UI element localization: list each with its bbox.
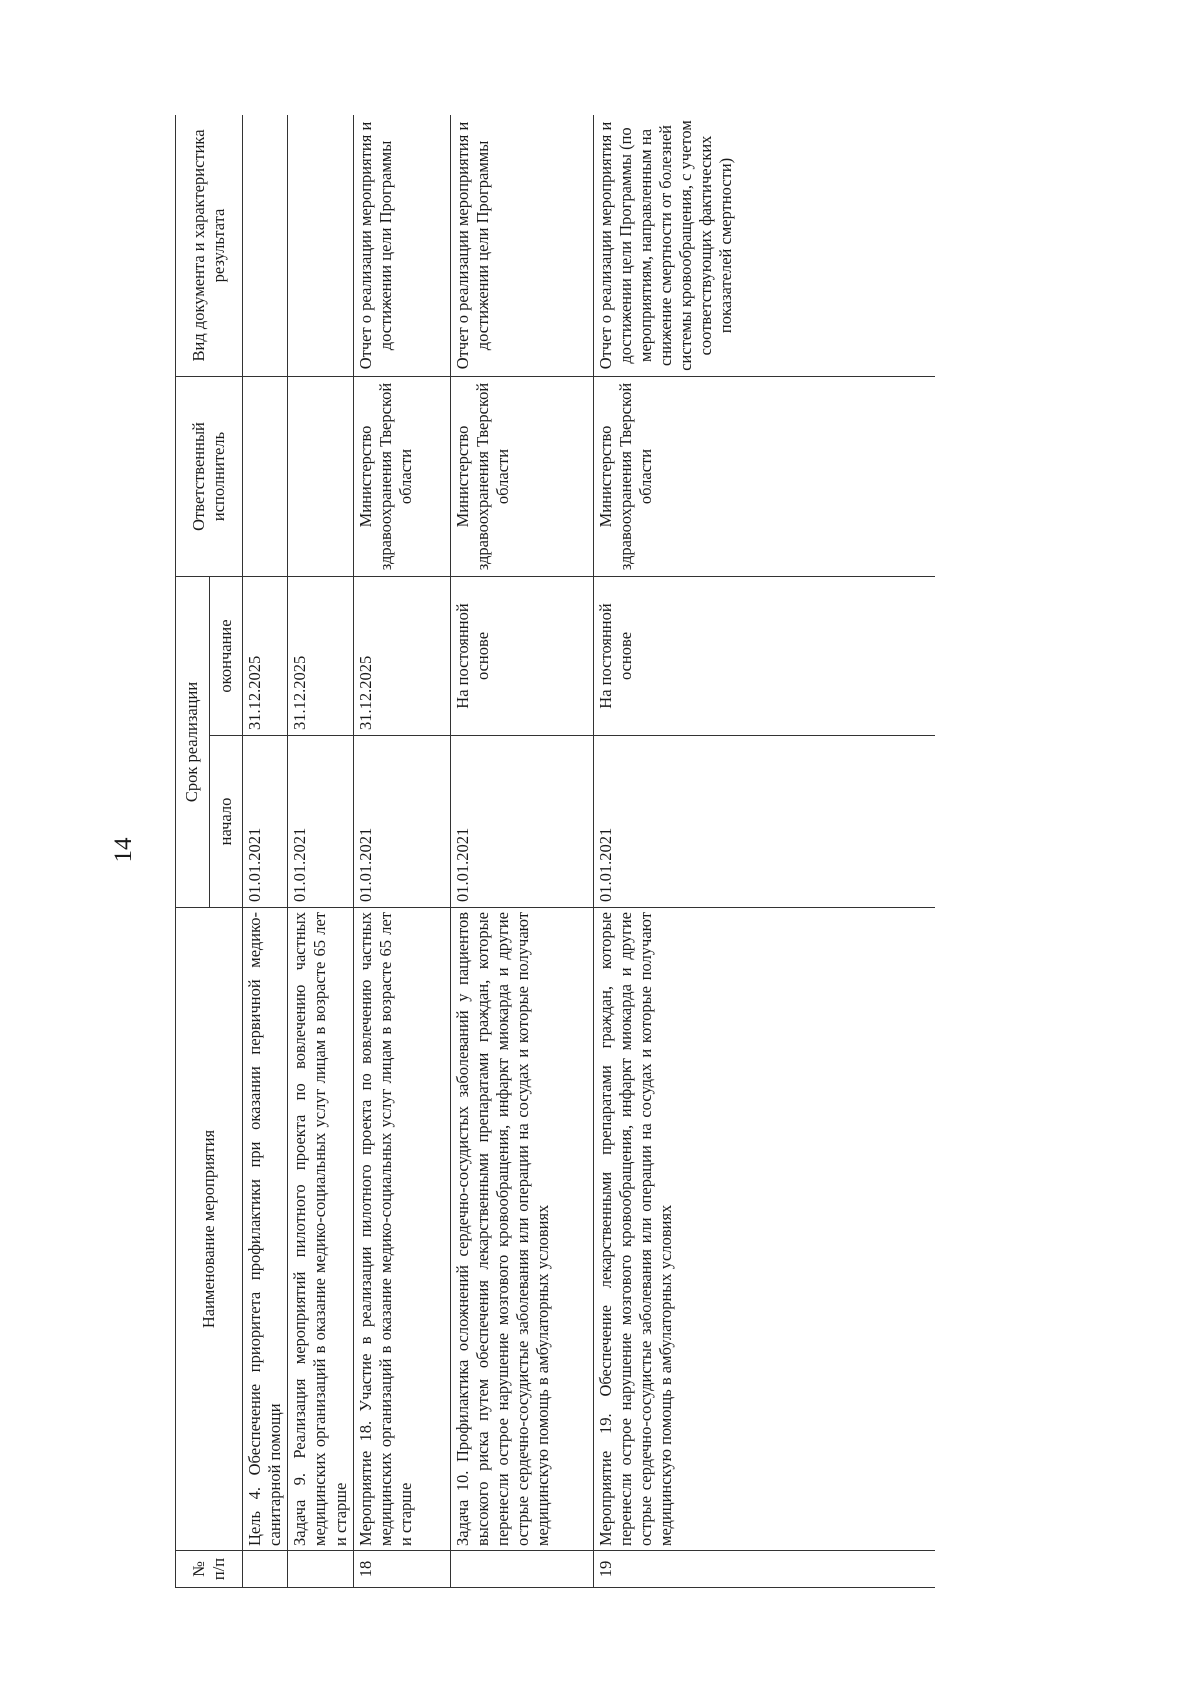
table-row [288, 115, 353, 1588]
row-num [288, 1551, 353, 1588]
header-num: № п/п [176, 1551, 243, 1588]
header-name: Наименование мероприятия [176, 908, 243, 1551]
row-start: 01.01.2021 [288, 736, 353, 908]
table-row [243, 115, 288, 1588]
row-responsible: Министерство здравоохранения Тверской области [593, 376, 935, 576]
row-num [450, 1551, 593, 1588]
row-num: 19 [593, 1551, 935, 1588]
row-responsible [288, 376, 353, 576]
row-end: 31.12.2025 [288, 576, 353, 735]
row-num: 18 [353, 1551, 450, 1588]
header-responsible: Ответственный исполнитель [176, 376, 243, 576]
header-start: начало [210, 736, 243, 908]
rotated-table-frame [175, 115, 935, 1588]
row-doc [243, 115, 288, 376]
table-row [450, 115, 593, 1588]
row-responsible: Министерство здравоохранения Тверской области [450, 376, 593, 576]
header-doc: Вид документа и характеристика результата [176, 115, 243, 376]
row-doc [288, 115, 353, 376]
row-name: Мероприятие 19. Обеспечение лекарственными препаратами граждан, которые перенесли острое нарушение мозгового кровообращения, инфаркт миокарда и другие острые сердечно-сосудистые заболевания или операции на сосудах и которые получают медицинскую помощь в амбулаторных условиях [593, 908, 935, 1551]
row-doc: Отчет о реализации мероприятия и достижении цели Программы (по мероприятиям, направленным на снижение смертности от болезней системы кровообращения, с учетом соответствующих фактических показателей смертности) [593, 115, 935, 376]
row-end: На постоянной основе [450, 576, 593, 735]
row-name: Цель 4. Обеспечение приоритета профилактики при оказании первичной медико-санитарной помощи [243, 908, 288, 1551]
measures-table [175, 115, 935, 1588]
table-row [593, 115, 935, 1588]
row-doc: Отчет о реализации мероприятия и достижении цели Программы [353, 115, 450, 376]
row-end: 31.12.2025 [353, 576, 450, 735]
row-num [243, 1551, 288, 1588]
header-period: Срок реализации [176, 576, 210, 907]
row-name: Задача 9. Реализация мероприятий пилотного проекта по вовлечению частных медицинских организаций в оказание медико-социальных услуг лицам в возрасте 65 лет и старше [288, 908, 353, 1551]
row-start: 01.01.2021 [243, 736, 288, 908]
header-row [176, 115, 210, 1588]
row-end: 31.12.2025 [243, 576, 288, 735]
row-start: 01.01.2021 [593, 736, 935, 908]
row-name: Мероприятие 18. Участие в реализации пилотного проекта по вовлечению частных медицинских организаций в оказание медико-социальных услуг лицам в возрасте 65 лет и старше [353, 908, 450, 1551]
row-end: На постоянной основе [593, 576, 935, 735]
page-number: 14 [110, 837, 137, 863]
row-doc: Отчет о реализации мероприятия и достижении цели Программы [450, 115, 593, 376]
row-responsible: Министерство здравоохранения Тверской области [353, 376, 450, 576]
row-name: Задача 10. Профилактика осложнений сердечно-сосудистых заболеваний у пациентов высокого риска путем обеспечения лекарственными препаратами граждан, которые перенесли острое нарушение мозгового кровообращения, инфаркт миокарда и другие острые сердечно-сосудистые заболевания или операции на сосудах и которые получают медицинскую помощь в амбулаторных условиях [450, 908, 593, 1551]
row-responsible [243, 376, 288, 576]
row-start: 01.01.2021 [353, 736, 450, 908]
table-row [353, 115, 450, 1588]
row-start: 01.01.2021 [450, 736, 593, 908]
header-end: окончание [210, 576, 243, 735]
table-container [175, 115, 935, 1588]
